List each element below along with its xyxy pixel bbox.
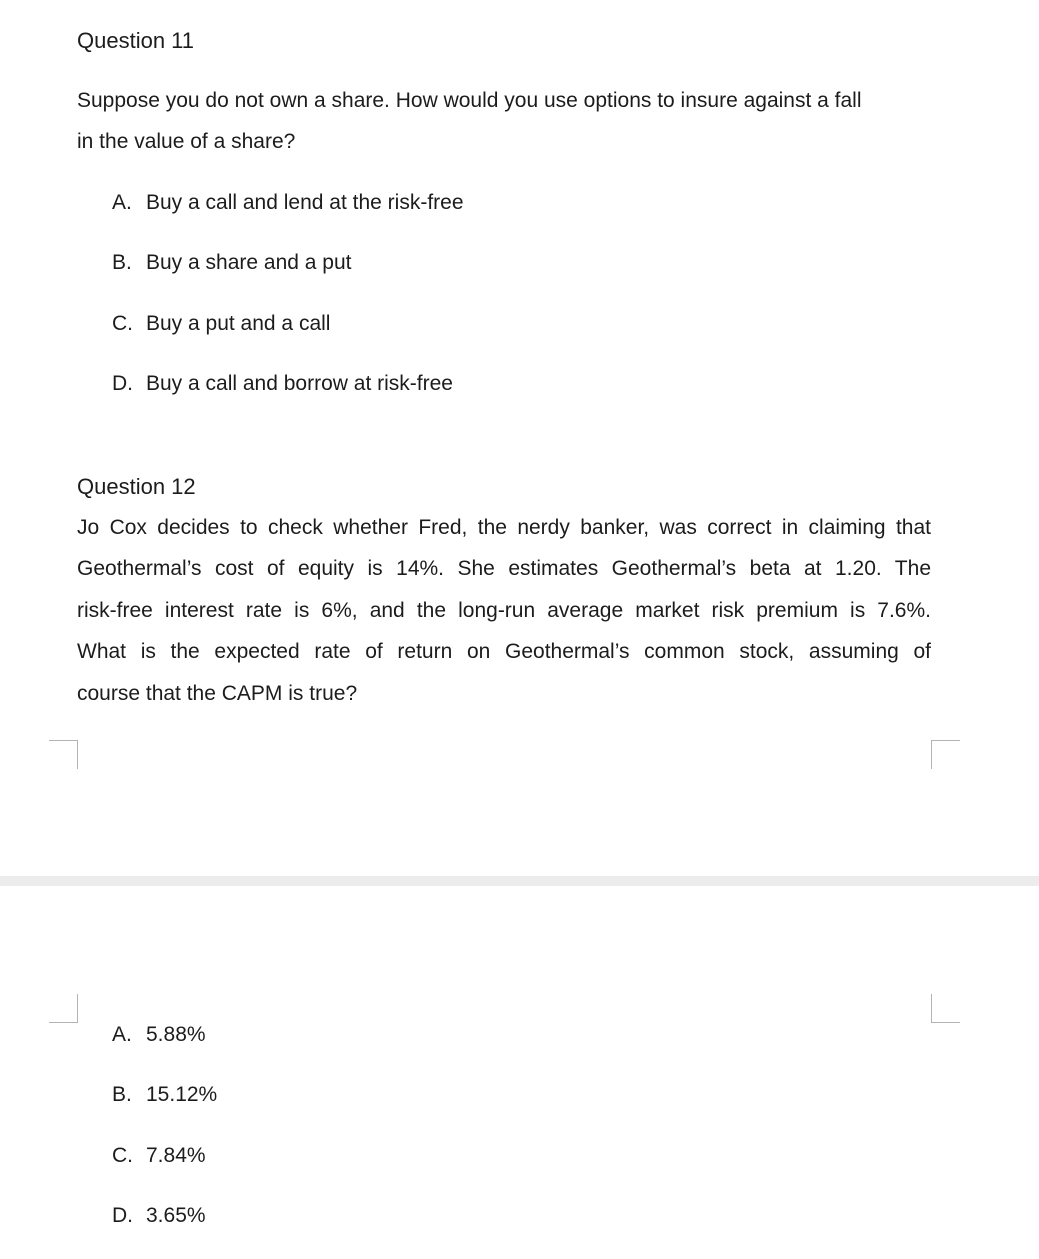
question-12-option-b[interactable] bbox=[112, 1083, 217, 1107]
question-11-title: Question 11 bbox=[77, 28, 195, 53]
option-text: 15.12% bbox=[146, 1083, 218, 1106]
option-letter: B. bbox=[112, 1083, 132, 1106]
page-corner-mark-bottom-left bbox=[49, 994, 78, 1023]
question-11-prompt-line-1: Suppose you do not own a share. How would you use options to insure against a fall bbox=[77, 89, 862, 112]
option-letter: C. bbox=[112, 312, 133, 335]
question-11-option-d[interactable] bbox=[112, 372, 453, 396]
question-11-option-a[interactable] bbox=[112, 191, 464, 215]
question-12-prompt-line-5: course that the CAPM is true? bbox=[77, 682, 358, 705]
question-11-option-c[interactable] bbox=[112, 312, 330, 336]
option-letter: D. bbox=[112, 1204, 133, 1227]
question-12-prompt-line-3: risk-free interest rate is 6%, and the long-run average market risk premium is 7.6%. bbox=[77, 599, 931, 622]
question-12-prompt-line-4: What is the expected rate of return on Geothermal’s common stock, assuming of bbox=[77, 640, 931, 663]
page-corner-mark-top-left bbox=[49, 740, 78, 769]
question-12-option-a[interactable] bbox=[112, 1023, 206, 1047]
option-letter: A. bbox=[112, 191, 132, 214]
question-11-option-b[interactable] bbox=[112, 251, 351, 275]
option-text: 5.88% bbox=[146, 1023, 206, 1046]
question-12-option-c[interactable] bbox=[112, 1144, 206, 1168]
option-text: 7.84% bbox=[146, 1144, 206, 1167]
option-letter: D. bbox=[112, 372, 133, 395]
page-corner-mark-top-right bbox=[931, 740, 960, 769]
question-12-prompt-line-2: Geothermal’s cost of equity is 14%. She estimates Geothermal’s beta at 1.20. The bbox=[77, 557, 931, 580]
question-12-title: Question 12 bbox=[77, 474, 196, 499]
option-letter: B. bbox=[112, 251, 132, 274]
option-text: Buy a call and borrow at risk-free bbox=[146, 372, 453, 395]
page-break bbox=[0, 876, 1039, 886]
question-12-prompt-line-1: Jo Cox decides to check whether Fred, the nerdy banker, was correct in claiming that bbox=[77, 516, 931, 539]
option-text: Buy a put and a call bbox=[146, 312, 331, 335]
page-corner-mark-bottom-right bbox=[931, 994, 960, 1023]
option-text: 3.65% bbox=[146, 1204, 206, 1227]
option-letter: A. bbox=[112, 1023, 132, 1046]
question-11-prompt-line-2: in the value of a share? bbox=[77, 130, 296, 153]
option-text: Buy a share and a put bbox=[146, 251, 352, 274]
option-letter: C. bbox=[112, 1144, 133, 1167]
question-12-option-d[interactable] bbox=[112, 1204, 206, 1228]
option-text: Buy a call and lend at the risk-free bbox=[146, 191, 464, 214]
